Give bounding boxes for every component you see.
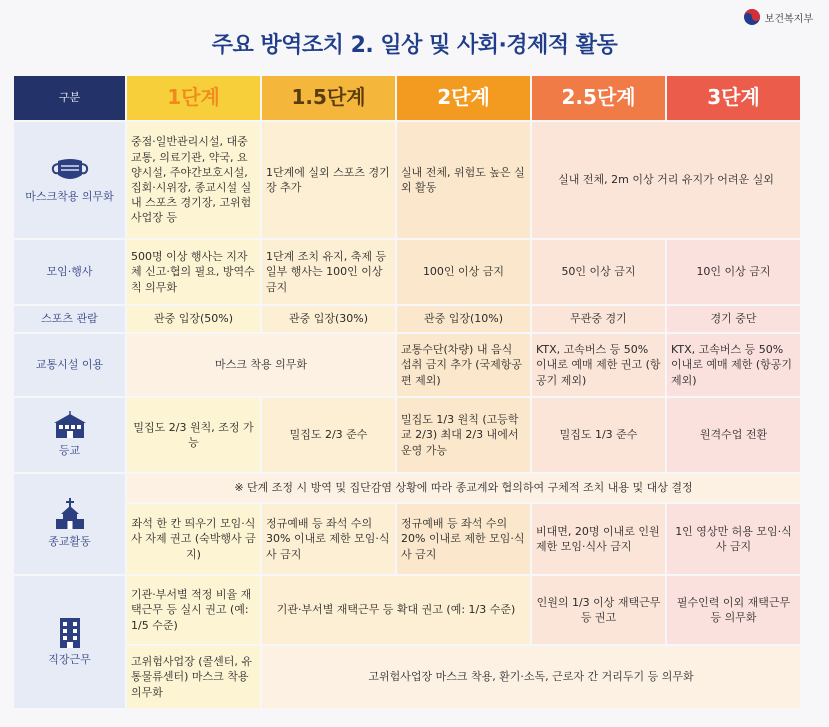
level-3-header: 3단계 [667,76,800,120]
cell-transport-2-5: KTX, 고속버스 등 50% 이내로 예매 제한 권고 (항공기 제외) [532,334,665,396]
row-label-transport: 교통시설 이용 [14,334,125,396]
title-part1: 주요 방역조치 [211,33,344,58]
cell-mask-1: 중점·일반관리시설, 대중교통, 의료기관, 약국, 요양시설, 주야간보호시설, 집회·시위장, 종교시설 실내 스포츠 경기장, 고위험 사업장 등 [127,122,260,238]
row-label-mask [14,122,125,238]
cell-religion-1: 좌석 한 칸 띄우기 모임·식사 자제 권고 (숙박행사 금지) [127,504,260,574]
ministry-name: 보건복지부 [764,13,813,25]
page-title [0,28,829,59]
level-1-5-header: 1.5단계 [262,76,395,120]
cell-gathering-2: 100인 이상 금지 [397,240,530,304]
cell-sports-1: 관중 입장(50%) [127,306,260,332]
row-label-religion [14,474,125,574]
mask-icon [50,155,90,185]
row-school [14,398,800,472]
cell-school-1: 밀집도 2/3 원칙, 조정 가능 [127,398,260,472]
level-1-header: 1단계 [127,76,260,120]
cell-religion-3: 1인 영상만 허용 모임·식사 금지 [667,504,800,574]
office-building-icon [56,616,84,648]
row-label-mask-text: 마스크착용 의무화 [25,190,114,204]
cell-gathering-1: 500명 이상 행사는 지자체 신고·협의 필요, 방역수칙 의무화 [127,240,260,304]
cell-work-b-1: 고위험사업장 (콜센터, 유통물류센터) 마스크 착용 의무화 [127,646,260,708]
row-mask [14,122,800,238]
cell-transport-2: 교통수단(차량) 내 음식 섭취 금지 추가 (국제항공편 제외) [397,334,530,396]
cell-work-b-rest: 고위험사업장 마스크 착용, 환기·소독, 근로자 간 거리두기 등 의무화 [262,646,800,708]
row-label-sports: 스포츠 관람 [14,306,125,332]
row-sports [14,306,800,332]
cell-mask-1-5: 1단계에 실외 스포츠 경기장 추가 [262,122,395,238]
cell-religion-2-5: 비대면, 20명 이내로 인원 제한 모임·식사 금지 [532,504,665,574]
row-label-school [14,398,125,472]
cell-school-3: 원격수업 전환 [667,398,800,472]
cell-mask-2-5-3: 실내 전체, 2m 이상 거리 유지가 어려운 실외 [532,122,800,238]
row-transport [14,334,800,396]
cell-school-2-5: 밀집도 1/3 준수 [532,398,665,472]
row-religion [14,504,800,574]
church-icon [55,498,85,530]
header-category: 구분 [14,76,125,120]
cell-work-a-1: 기관·부서별 적정 비율 재택근무 등 실시 권고 (예: 1/5 수준) [127,576,260,644]
cell-work-a-1-5-2: 기관·부서별 재택근무 등 확대 권고 (예: 1/3 수준) [262,576,530,644]
row-label-gathering: 모임·행사 [14,240,125,304]
taegeuk-icon [743,8,761,26]
row-label-work [14,576,125,708]
row-label-religion-text: 종교활동 [48,535,91,549]
school-icon [53,411,87,439]
cell-work-a-2-5: 인원의 1/3 이상 재택근무 등 권고 [532,576,665,644]
cell-work-a-3: 필수인력 이외 재택근무 등 의무화 [667,576,800,644]
cell-religion-note: ※ 단계 조정 시 방역 및 집단감염 상황에 따라 종교계와 협의하여 구체적 조치 내용 및 대상 결정 [127,474,800,502]
row-work-b [14,646,800,708]
row-religion-note [14,474,800,502]
cell-sports-2: 관중 입장(10%) [397,306,530,332]
row-label-school-text: 등교 [58,444,81,458]
row-work-a [14,576,800,644]
cell-religion-1-5: 정규예배 등 좌석 수의 30% 이내로 제한 모임·식사 금지 [262,504,395,574]
cell-sports-2-5: 무관중 경기 [532,306,665,332]
ministry-logo [743,8,813,26]
level-2-5-header: 2.5단계 [532,76,665,120]
title-part2: 2. 일상 및 사회·경제적 활동 [350,33,618,58]
measures-table [12,74,802,710]
cell-religion-2: 정규예배 등 좌석 수의 20% 이내로 제한 모임·식사 금지 [397,504,530,574]
header [0,0,829,70]
cell-mask-2: 실내 전체, 위험도 높은 실외 활동 [397,122,530,238]
cell-gathering-2-5: 50인 이상 금지 [532,240,665,304]
cell-transport-1-1-5: 마스크 착용 의무화 [127,334,395,396]
row-label-work-text: 직장근무 [48,653,91,667]
cell-school-1-5: 밀집도 2/3 준수 [262,398,395,472]
cell-transport-3: KTX, 고속버스 등 50% 이내로 예매 제한 (항공기 제외) [667,334,800,396]
row-gathering [14,240,800,304]
level-2-header: 2단계 [397,76,530,120]
cell-sports-1-5: 관중 입장(30%) [262,306,395,332]
table-header-row [14,76,800,120]
cell-gathering-1-5: 1단계 조치 유지, 축제 등 일부 행사는 100인 이상 금지 [262,240,395,304]
cell-gathering-3: 10인 이상 금지 [667,240,800,304]
cell-school-2: 밀집도 1/3 원칙 (고등학교 2/3) 최대 2/3 내에서 운영 가능 [397,398,530,472]
cell-sports-3: 경기 중단 [667,306,800,332]
